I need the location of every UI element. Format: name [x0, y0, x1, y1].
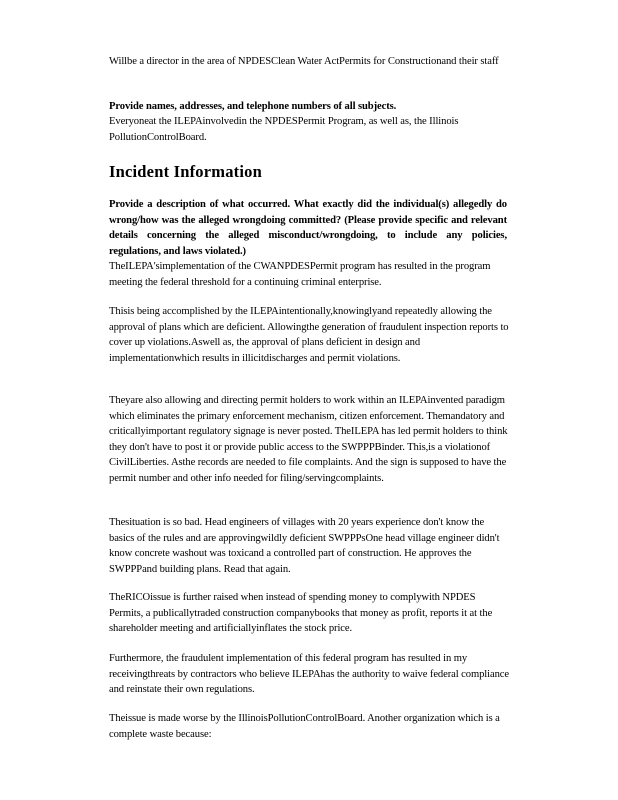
provide-names-prompt: Provide names, addresses, and telephone numbers of all subjects. — [109, 101, 397, 112]
paragraph-threats: Furthermore, the fraudulent implementation of this federal program has resulted in my receivingthreats by contractors who believe ILEPAhas the authority to waive federal compliance and reinstate their own regulations. — [109, 653, 509, 696]
paragraph-deficient-plans: Thisis being accomplished by the ILEPAintentionally,knowinglyand repeatedly allowing the approval of plans which are deficient. Allowingthe generation of fraudulent inspection reports to cover up violations.Aswell as, the approval of plans deficient in design and implementationwhich results in illicitdischarges and permit violations. — [109, 306, 509, 364]
description-prompt: Provide a description of what occurred. What exactly did the individual(s) allegedly do wrong/how was the alleged wrongdoing committed? (Please provide specific and relevant details concerning the alleged misconduct/wrongdoing, to include any policies, regulations, and laws violated.) — [109, 199, 507, 257]
incident-information-heading: Incident Information — [109, 162, 262, 181]
paragraph-signage: Theyare also allowing and directing permit holders to work within an ILEPAinvented paradigm which eliminates the primary enforcement mechanism, citizen enforcement. Themandatory and criticallyimportant regulatory signage is never posted. TheILEPA has led permit holders to think they don't have to post it or provide public access to the SWPPPBinder. This,is a violationof CivilLiberties. Asthe records are needed to file complaints. And the sign is supposed to have the permit number and other info needed for filing/servingcomplaints. — [109, 395, 508, 484]
paragraph-rico: TheRICOissue is further raised when instead of spending money to complywith NPDES Permits, a publicallytraded construction companybooks that money as profit, reports it at the shareholder meeting and artificiallyinflates the stock price. — [109, 592, 493, 635]
paragraph-pollution-board: Theissue is made worse by the IllinoisPollutionControlBoard. Another organization which is a complete waste because: — [109, 713, 500, 740]
subjects-answer: Everyoneat the ILEPAinvolvedin the NPDESPermit Program, as well as, the Illinois PollutionControlBoard. — [109, 116, 459, 143]
paragraph-engineers: Thesituation is so bad. Head engineers of villages with 20 years experience don't know the basics of the rules and are approvingwildly deficient SWPPPsOne head village engineer didn't know concrete washout was toxicand a controlled part of construction. He approves the SWPPPand building plans. Read that again. — [109, 517, 500, 575]
intro-paragraph: Willbe a director in the area of NPDESClean Water ActPermits for Constructionand their staff — [109, 56, 499, 67]
paragraph-criminal-enterprise: TheILEPA'simplementation of the CWANPDESPermit program has resulted in the program meeting the federal threshold for a continuing criminal enterprise. — [109, 261, 491, 288]
